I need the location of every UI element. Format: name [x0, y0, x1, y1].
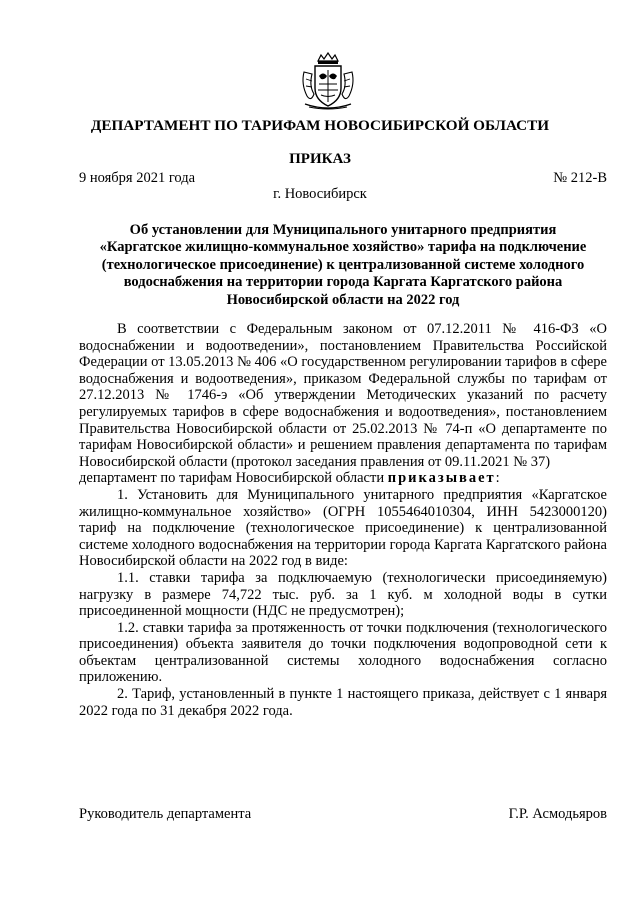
signer-role: Руководитель департамента [79, 806, 252, 822]
signer-name: Г.Р. Асмодьяров [508, 806, 607, 822]
item-2: 2. Тариф, установленный в пункте 1 настоящего приказа, действует с 1 января 2022 года по 31 декабря 2022 года. [79, 686, 607, 719]
decree-word: приказывает [387, 470, 496, 487]
heading-line: Об установлении для Муниципального унитарного предприятия [129, 222, 557, 238]
decree-prefix: департамент по тарифам Новосибирской области [79, 470, 388, 487]
decree-paragraph [79, 470, 607, 487]
intro-paragraph: В соответствии с Федеральным законом от 07.12.2011 № 416-ФЗ «О водоснабжении и водоотведении», постановлением Правительства Российской Федерации от 13.05.2013 № 406 «О государственном регулировании тарифов в сфере водоснабжения и водоотведения», приказом Федеральной службы по тарифам от 27.12.2013 № 1746-э «Об утверждении Методических указаний по расчету регулируемых тарифов в сфере водоснабжения и водоотведения», постановлением Правительства Новосибирской области от 25.02.2013 № 74-п «О департаменте по тарифам Новосибирской области» и решением правления департамента по тарифам Новосибирской области (протокол заседания правления от 09.11.2021 № 37) [79, 321, 607, 470]
order-date: 9 ноября 2021 года [79, 170, 196, 186]
order-heading [80, 222, 606, 309]
decree-suffix: : [495, 470, 500, 487]
order-body [79, 321, 607, 719]
order-city: г. Новосибирск [273, 186, 367, 202]
order-title: ПРИКАЗ [289, 151, 351, 167]
department-name: ДЕПАРТАМЕНТ ПО ТАРИФАМ НОВОСИБИРСКОЙ ОБЛАСТИ [90, 117, 550, 134]
item-1: 1. Установить для Муниципального унитарного предприятия «Каргатское жилищно-коммунальное хозяйство» (ОГРН 1055464010304, ИНН 5423000120) тариф на подключение (технологическое присоединение) к централизованной системе холодного водоснабжения на территории города Каргата Каргатского района Новосибирской области на 2022 год в виде: [79, 486, 607, 570]
heading-line: (технологическое присоединение) к централизованной системе холодного [101, 256, 585, 273]
heading-line: водоснабжения на территории города Каргата Каргатского района [123, 274, 563, 291]
heading-line: «Каргатское жилищно-коммунальное хозяйство» тарифа на подключение [99, 239, 587, 256]
item-1-1: 1.1. ставки тарифа за подключаемую (технологически присоединяемую) нагрузку в размере 74,722 тыс. руб. за 1 куб. м холодной воды в сутки присоединенной мощности (НДС не предусмотрен); [79, 569, 607, 620]
heading-line: Новосибирской области на 2022 год [226, 291, 460, 308]
item-1-2: 1.2. ставки тарифа за протяженность от точки подключения (технологического присоединения) объекта заявителя до точки подключения водопроводной сети к объектам централизованной системы холодного водоснабжения согласно приложению. [79, 619, 607, 686]
order-number: № 212-В [553, 170, 607, 186]
coat-of-arms-icon [299, 52, 357, 112]
